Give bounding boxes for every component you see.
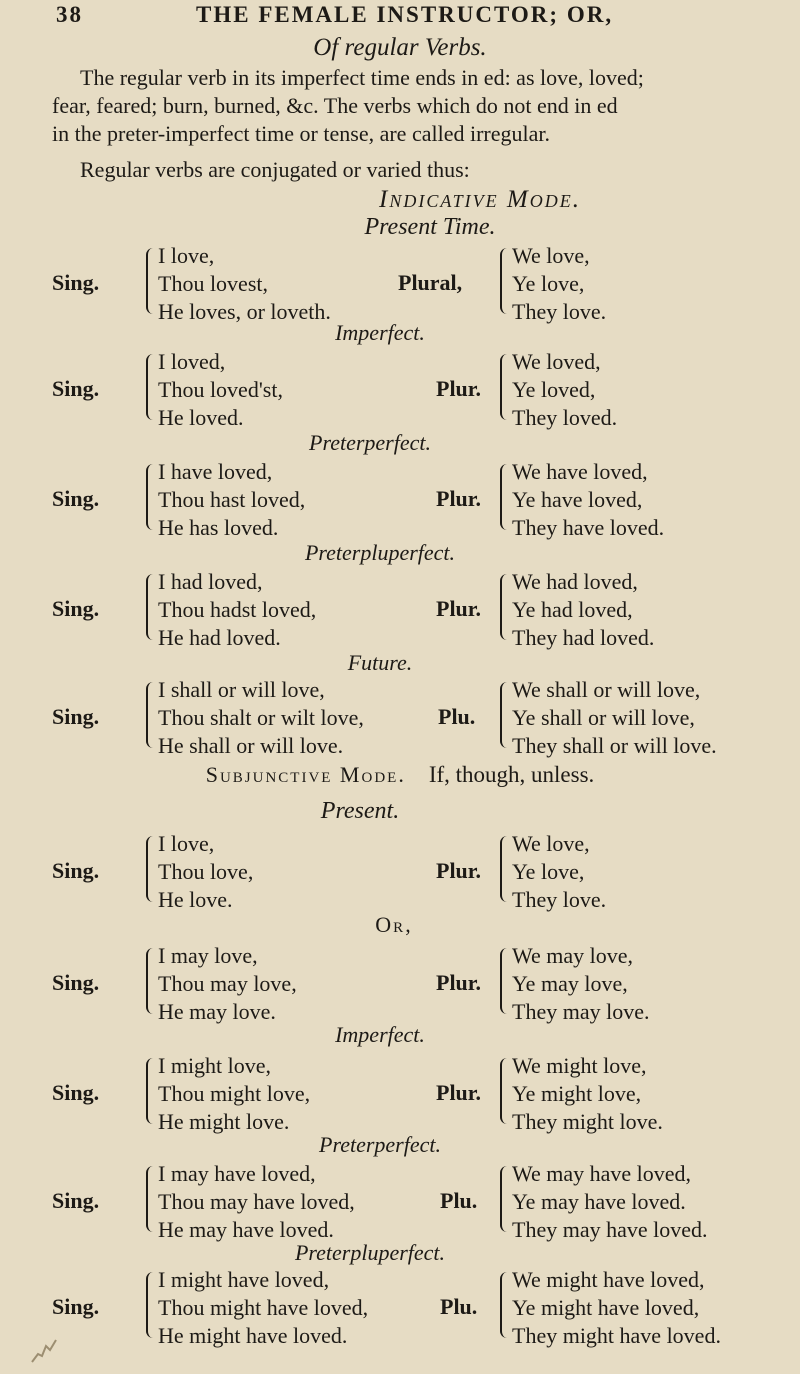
right-brace	[500, 354, 510, 420]
present-time-heading: Present Time.	[364, 214, 496, 240]
third-person-singular: He may love.	[158, 999, 276, 1024]
indicative-imperfect-block	[0, 348, 800, 438]
first-person-plural: We love,	[512, 831, 590, 856]
second-person-plural: Ye shall or will love,	[512, 705, 695, 730]
singular-forms	[158, 568, 316, 652]
plural-forms	[512, 348, 617, 432]
third-person-singular: He shall or will love.	[158, 733, 344, 758]
singular-forms	[158, 458, 305, 542]
intro-line-2: fear, feared; burn, burned, &c. The verbs which do not end in ed	[52, 93, 618, 118]
third-person-plural: They had loved.	[512, 625, 655, 650]
third-person-singular: He may have loved.	[158, 1217, 334, 1242]
first-person-singular: I loved,	[158, 349, 226, 374]
subjunctive-imperfect-block	[0, 1052, 800, 1142]
second-person-plural: Ye have loved,	[512, 487, 643, 512]
singular-label: Sing.	[52, 1294, 100, 1319]
third-person-plural: They might love.	[512, 1109, 663, 1134]
plural-forms	[512, 676, 717, 760]
intro-line-4: Regular verbs are conjugated or varied thus:	[80, 157, 470, 182]
singular-forms	[158, 830, 253, 914]
plural-forms	[512, 942, 649, 1026]
left-brace	[146, 948, 156, 1014]
second-person-singular: Thou might have loved,	[158, 1295, 369, 1320]
plural-label: Plur.	[436, 858, 482, 883]
singular-label: Sing.	[52, 1188, 100, 1213]
singular-forms	[158, 1160, 355, 1244]
left-brace	[146, 248, 156, 314]
singular-forms	[158, 1052, 310, 1136]
second-person-plural: Ye may have loved.	[512, 1189, 686, 1214]
second-person-singular: Thou might love,	[158, 1081, 311, 1106]
plural-forms	[512, 568, 654, 652]
second-person-singular: Thou love,	[158, 859, 254, 884]
singular-label: Sing.	[52, 376, 100, 401]
plural-label: Plur.	[436, 970, 482, 995]
first-person-plural: We have loved,	[512, 459, 648, 484]
subjunctive-particles: If, though, unless.	[428, 762, 595, 787]
indicative-present-block	[0, 242, 800, 332]
second-person-plural: Ye loved,	[512, 377, 596, 402]
subjunctive-heading-line	[0, 762, 800, 788]
first-person-plural: We might love,	[512, 1053, 647, 1078]
plural-forms	[512, 1052, 663, 1136]
plural-label: Plu.	[438, 704, 476, 729]
singular-forms	[158, 348, 283, 432]
plural-forms	[512, 242, 606, 326]
subjunctive-preterpluperfect-block	[0, 1266, 800, 1356]
left-brace	[146, 836, 156, 902]
plural-forms	[512, 830, 606, 914]
first-person-singular: I had loved,	[158, 569, 263, 594]
singular-label: Sing.	[52, 270, 100, 295]
intro-line-1: The regular verb in its imperfect time ends in ed: as love, loved;	[80, 65, 644, 90]
left-brace	[146, 464, 156, 530]
first-person-singular: I may love,	[158, 943, 258, 968]
plural-label: Plu.	[440, 1294, 478, 1319]
first-person-singular: I may have loved,	[158, 1161, 316, 1186]
first-person-singular: I shall or will love,	[158, 677, 325, 702]
subjunctive-mode-heading: Subjunctive Mode.	[205, 762, 406, 787]
third-person-singular: He might have loved.	[158, 1323, 348, 1348]
or-separator: Or,	[375, 912, 413, 937]
singular-label: Sing.	[52, 704, 100, 729]
right-brace	[500, 1058, 510, 1124]
first-person-singular: I might love,	[158, 1053, 272, 1078]
third-person-plural: They have loved.	[512, 515, 665, 540]
plural-forms	[512, 1160, 708, 1244]
right-brace	[500, 574, 510, 640]
second-person-plural: Ye love,	[512, 859, 585, 884]
page-header	[56, 2, 780, 32]
second-person-singular: Thou lovest,	[158, 271, 268, 296]
plural-label: Plur.	[436, 596, 482, 621]
subjunctive-present-may-block	[0, 942, 800, 1032]
right-brace	[500, 1166, 510, 1232]
running-head: THE FEMALE INSTRUCTOR; OR,	[196, 2, 614, 27]
left-brace	[146, 1272, 156, 1338]
plural-label: Plu.	[440, 1188, 478, 1213]
subjunctive-present-heading: Present.	[320, 798, 400, 824]
singular-forms	[158, 942, 297, 1026]
second-person-plural: Ye might love,	[512, 1081, 642, 1106]
singular-label: Sing.	[52, 1080, 100, 1105]
preterperfect-heading: Preterperfect.	[309, 430, 431, 455]
singular-label: Sing.	[52, 970, 100, 995]
right-brace	[500, 464, 510, 530]
singular-label: Sing.	[52, 486, 100, 511]
plural-forms	[512, 458, 664, 542]
first-person-singular: I love,	[158, 243, 215, 268]
left-brace	[146, 1166, 156, 1232]
second-person-plural: Ye had loved,	[512, 597, 633, 622]
first-person-plural: We may love,	[512, 943, 634, 968]
second-person-plural: Ye love,	[512, 271, 585, 296]
second-person-singular: Thou may have loved,	[158, 1189, 355, 1214]
first-person-plural: We love,	[512, 243, 590, 268]
subjunctive-preterpluperfect-heading: Preterpluperfect.	[294, 1240, 446, 1265]
right-brace	[500, 948, 510, 1014]
plural-label: Plur.	[436, 376, 482, 401]
second-person-plural: Ye might have loved,	[512, 1295, 700, 1320]
plural-label: Plur.	[436, 486, 482, 511]
right-brace	[500, 248, 510, 314]
third-person-plural: They shall or will love.	[512, 733, 717, 758]
third-person-plural: They may love.	[512, 999, 650, 1024]
third-person-singular: He love.	[158, 887, 233, 912]
indicative-preterperfect-block	[0, 458, 800, 548]
indicative-mode-heading: Indicative Mode.	[379, 186, 581, 213]
first-person-plural: We may have loved,	[512, 1161, 692, 1186]
third-person-singular: He had loved.	[158, 625, 281, 650]
plural-forms	[512, 1266, 721, 1350]
singular-forms	[158, 1266, 368, 1350]
paper-stain-mark	[30, 1336, 58, 1364]
singular-label: Sing.	[52, 596, 100, 621]
left-brace	[146, 682, 156, 748]
second-person-singular: Thou hast loved,	[158, 487, 306, 512]
first-person-plural: We shall or will love,	[512, 677, 701, 702]
second-person-singular: Thou loved'st,	[158, 377, 283, 402]
singular-forms	[158, 242, 331, 326]
subjunctive-preterperfect-block	[0, 1160, 800, 1250]
right-brace	[500, 836, 510, 902]
left-brace	[146, 574, 156, 640]
third-person-plural: They might have loved.	[512, 1323, 721, 1348]
left-brace	[146, 1058, 156, 1124]
first-person-singular: I have loved,	[158, 459, 273, 484]
third-person-plural: They love.	[512, 887, 607, 912]
first-person-plural: We might have loved,	[512, 1267, 705, 1292]
left-brace	[146, 354, 156, 420]
right-brace	[500, 1272, 510, 1338]
third-person-plural: They may have loved.	[512, 1217, 708, 1242]
subjunctive-present-block	[0, 830, 800, 920]
singular-forms	[158, 676, 364, 760]
first-person-plural: We had loved,	[512, 569, 638, 594]
third-person-plural: They love.	[512, 299, 607, 324]
subjunctive-preterperfect-heading: Preterperfect.	[319, 1132, 441, 1157]
second-person-singular: Thou shalt or wilt love,	[158, 705, 364, 730]
first-person-singular: I might have loved,	[158, 1267, 330, 1292]
future-heading: Future.	[347, 650, 413, 675]
second-person-singular: Thou may love,	[158, 971, 297, 996]
right-brace	[500, 682, 510, 748]
preterpluperfect-heading: Preterpluperfect.	[304, 540, 456, 565]
singular-label: Sing.	[52, 858, 100, 883]
subjunctive-imperfect-heading: Imperfect.	[335, 1022, 425, 1047]
third-person-singular: He has loved.	[158, 515, 279, 540]
second-person-plural: Ye may love,	[512, 971, 628, 996]
third-person-singular: He might love.	[158, 1109, 290, 1134]
section-title: Of regular Verbs.	[313, 34, 487, 61]
third-person-singular: He loved.	[158, 405, 244, 430]
first-person-plural: We loved,	[512, 349, 601, 374]
indicative-future-block	[0, 676, 800, 766]
plural-label: Plural,	[398, 270, 463, 295]
third-person-plural: They loved.	[512, 405, 618, 430]
indicative-preterpluperfect-block	[0, 568, 800, 658]
first-person-singular: I love,	[158, 831, 215, 856]
intro-line-3: in the preter-imperfect time or tense, are called irregular.	[52, 121, 550, 146]
imperfect-heading: Imperfect.	[335, 320, 425, 345]
plural-label: Plur.	[436, 1080, 482, 1105]
second-person-singular: Thou hadst loved,	[158, 597, 317, 622]
third-person-singular: He loves, or loveth.	[158, 299, 331, 324]
page-number: 38	[56, 2, 83, 27]
